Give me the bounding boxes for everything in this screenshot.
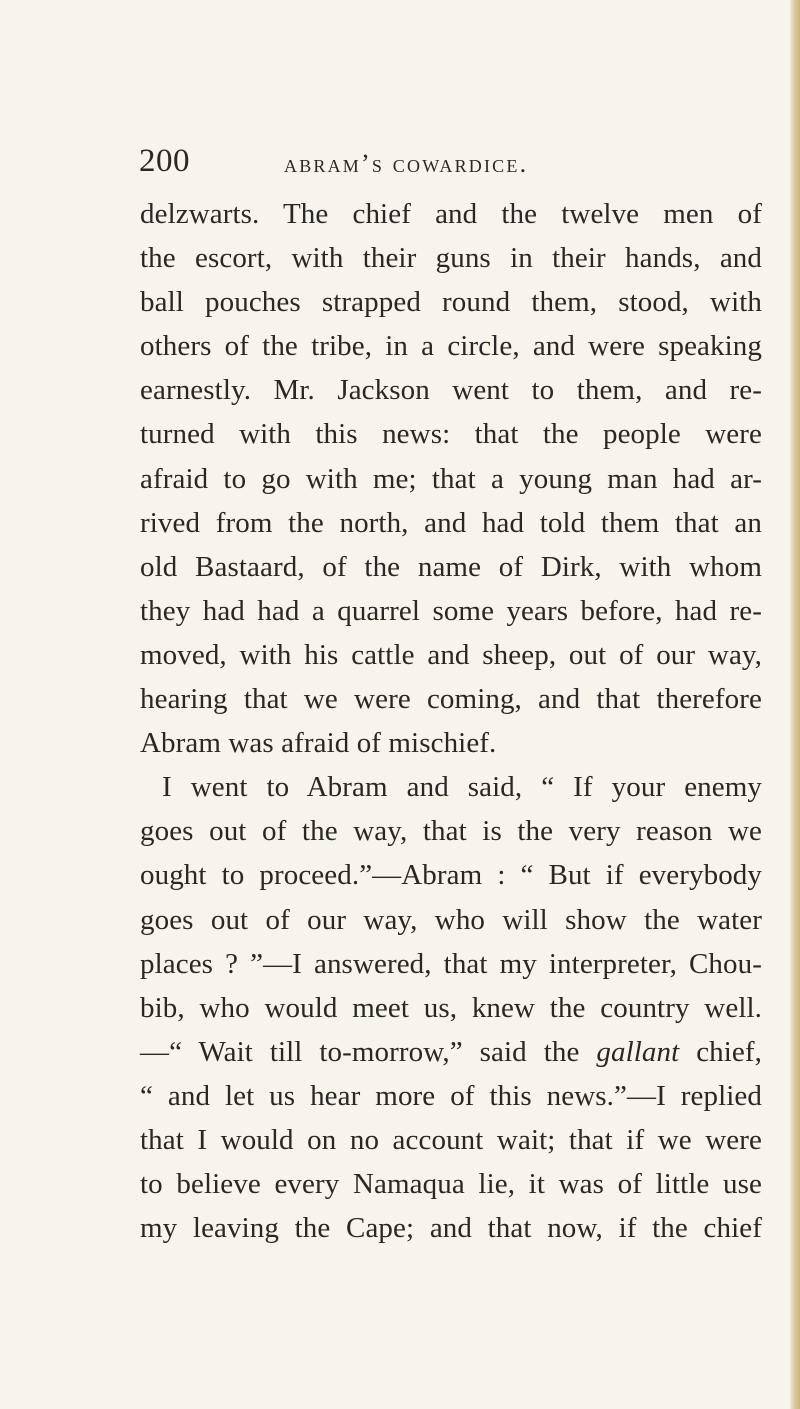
text-line: I went to Abram and said, “ If your enemy <box>162 771 762 804</box>
running-title: abram’s cowardice. <box>284 149 529 178</box>
text-line: turned with this news: that the people were <box>140 418 762 451</box>
text-line: ought to proceed.”—Abram : “ But if everybody <box>140 859 762 892</box>
text-line: they had had a quarrel some years before, had re- <box>140 594 762 627</box>
text-line: places ? ”—I answered, that my interpreter, Chou- <box>140 947 762 980</box>
text-line: that I would on no account wait; that if we were <box>140 1123 762 1156</box>
text-line: others of the tribe, in a circle, and were speaking <box>140 330 762 363</box>
text-line-with-italic <box>140 1030 762 1074</box>
text-line: rived from the north, and had told them that an <box>140 506 762 539</box>
text-segment: chief, <box>696 1035 763 1068</box>
page-edge-shadow <box>790 0 800 1409</box>
text-line: afraid to go with me; that a young man had ar- <box>140 462 762 495</box>
text-line: delzwarts. The chief and the twelve men of <box>140 198 762 230</box>
text-line: moved, with his cattle and sheep, out of our way, <box>140 638 762 671</box>
text-line: “ and let us hear more of this news.”—I replied <box>140 1079 762 1112</box>
text-line: bib, who would meet us, knew the country well. <box>140 991 762 1024</box>
text-line: hearing that we were coming, and that therefore <box>140 683 762 716</box>
page-header <box>139 136 779 186</box>
text-line: my leaving the Cape; and that now, if the chief <box>140 1212 762 1245</box>
text-line: goes out of our way, who will show the water <box>140 903 762 936</box>
text-line: Abram was afraid of mischief. <box>140 727 497 760</box>
text-line: ball pouches strapped round them, stood, with <box>140 286 762 319</box>
text-line: goes out of the way, that is the very reason we <box>140 815 762 848</box>
text-line: to believe every Namaqua lie, it was of little use <box>140 1168 762 1201</box>
body-text <box>140 192 762 1250</box>
text-segment: —“ Wait till to-morrow,” said the <box>140 1035 580 1068</box>
italic-word: gallant <box>596 1035 680 1068</box>
text-line: old Bastaard, of the name of Dirk, with whom <box>140 550 762 583</box>
text-line: the escort, with their guns in their hands, and <box>140 242 762 275</box>
page-number: 200 <box>139 143 190 179</box>
text-line: earnestly. Mr. Jackson went to them, and re- <box>140 374 762 407</box>
